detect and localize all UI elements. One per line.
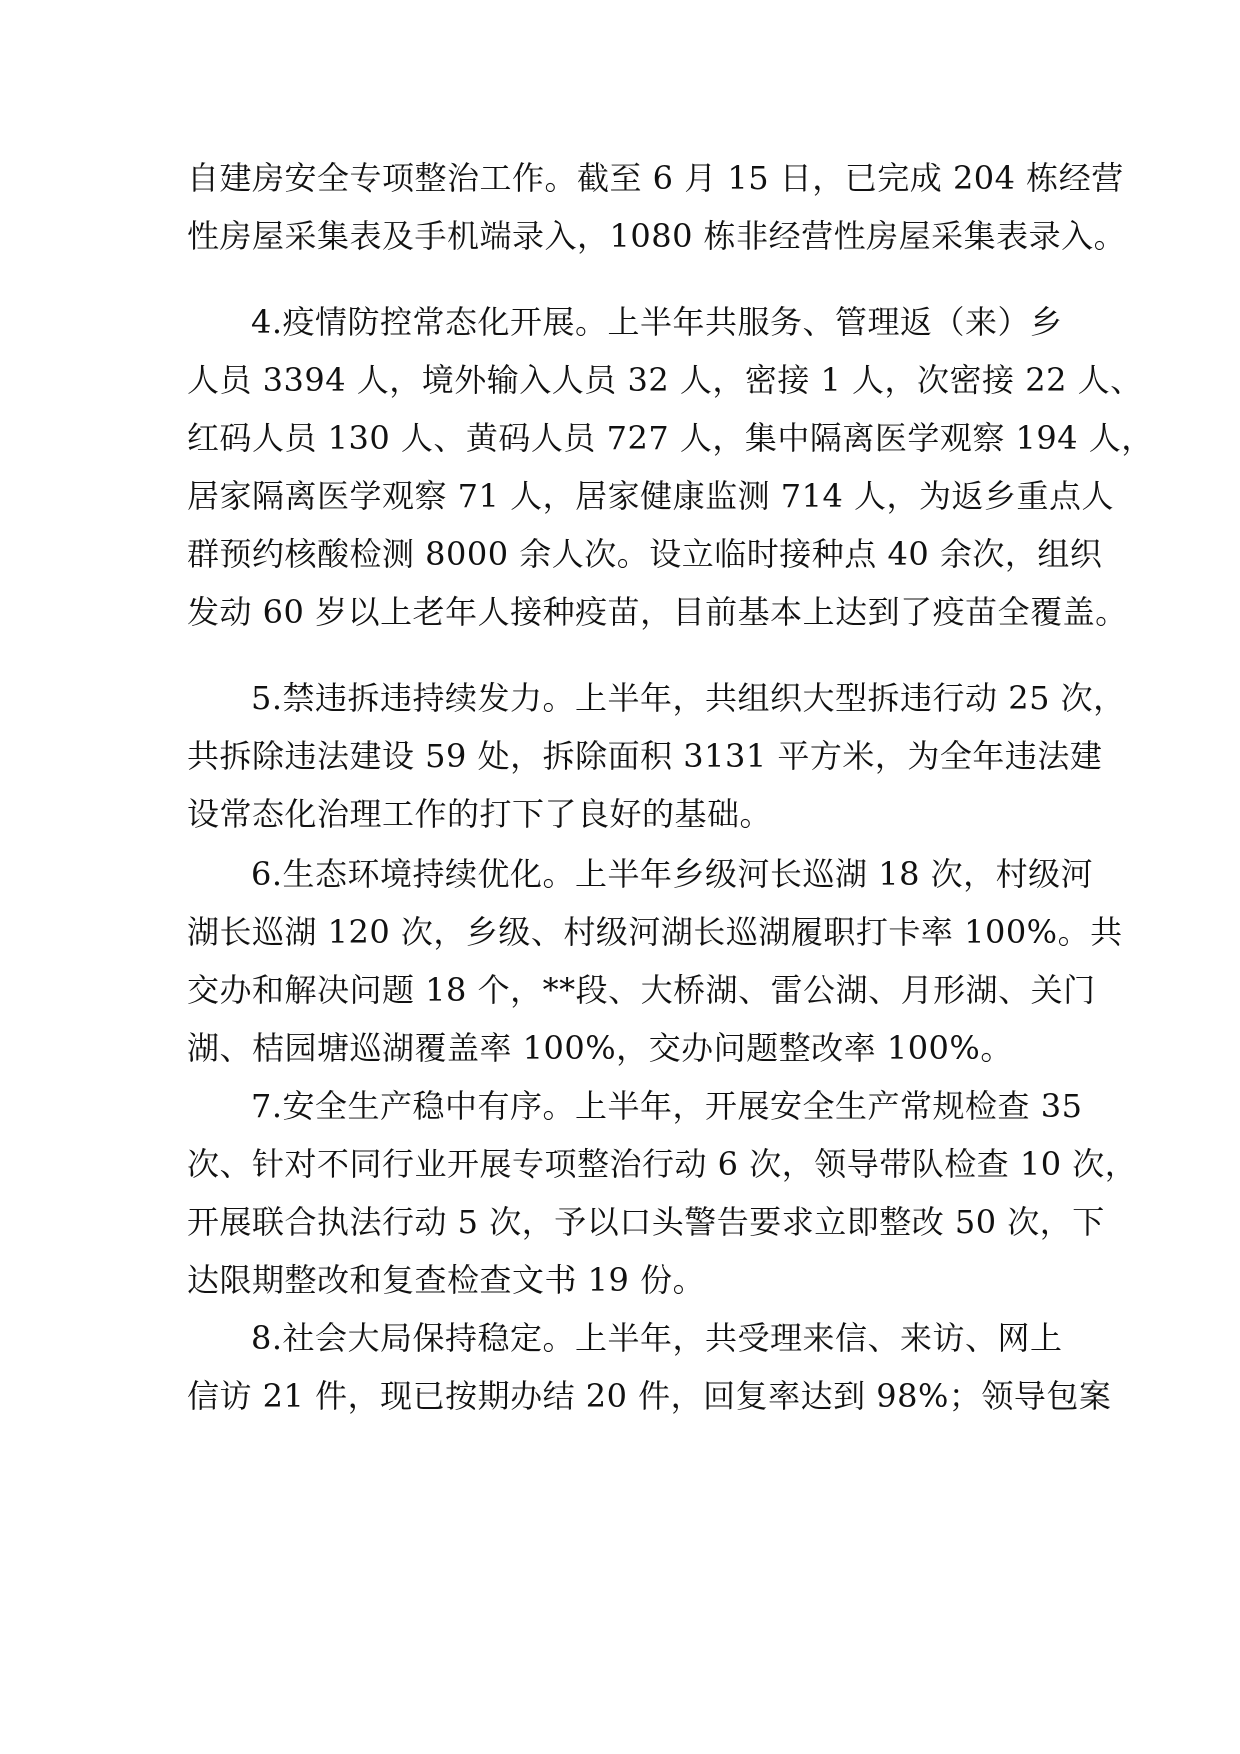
paragraph-heading-line: 5.禁违拆违持续发力。上半年，共组织大型拆违行动 25 次， — [251, 679, 1126, 717]
text-line: 信访 21 件，现已按期办结 20 件，回复率达到 98%；领导包案 — [187, 1377, 1112, 1415]
text-line: 自建房安全专项整治工作。截至 6 月 15 日，已完成 204 栋经营 — [187, 159, 1124, 197]
text-line: 设常态化治理工作的打下了良好的基础。 — [187, 795, 773, 833]
paragraph-heading-line: 4.疫情防控常态化开展。上半年共服务、管理返（来）乡 — [251, 303, 1063, 341]
text-line: 湖长巡湖 120 次，乡级、村级河湖长巡湖履职打卡率 100%。共 — [187, 913, 1123, 951]
text-line: 湖、桔园塘巡湖覆盖率 100%，交办问题整改率 100%。 — [187, 1029, 1013, 1067]
text-line: 性房屋采集表及手机端录入，1080 栋非经营性房屋采集表录入。 — [187, 217, 1127, 255]
text-line: 交办和解决问题 18 个，**段、大桥湖、雷公湖、月形湖、关门 — [187, 971, 1096, 1009]
paragraph-heading-line: 6.生态环境持续优化。上半年乡级河长巡湖 18 次，村级河 — [251, 855, 1094, 893]
text-line: 人员 3394 人，境外输入人员 32 人，密接 1 人，次密接 22 人、 — [187, 361, 1143, 399]
text-line: 达限期整改和复查检查文书 19 份。 — [187, 1261, 706, 1299]
text-line: 开展联合执法行动 5 次，予以口头警告要求立即整改 50 次，下 — [187, 1203, 1105, 1241]
text-line: 红码人员 130 人、黄码人员 727 人，集中隔离医学观察 194 人， — [187, 419, 1154, 457]
text-line: 居家隔离医学观察 71 人，居家健康监测 714 人，为返乡重点人 — [187, 477, 1114, 515]
paragraph-heading-line: 7.安全生产稳中有序。上半年，开展安全生产常规检查 35 — [251, 1087, 1083, 1125]
text-line: 群预约核酸检测 8000 余人次。设立临时接种点 40 余次，组织 — [187, 535, 1103, 573]
paragraph-heading-line: 8.社会大局保持稳定。上半年，共受理来信、来访、网上 — [251, 1319, 1063, 1357]
text-line: 发动 60 岁以上老年人接种疫苗，目前基本上达到了疫苗全覆盖。 — [187, 593, 1128, 631]
text-line: 次、针对不同行业开展专项整治行动 6 次，领导带队检查 10 次， — [187, 1145, 1138, 1183]
text-line: 共拆除违法建设 59 处，拆除面积 3131 平方米，为全年违法建 — [187, 737, 1103, 775]
